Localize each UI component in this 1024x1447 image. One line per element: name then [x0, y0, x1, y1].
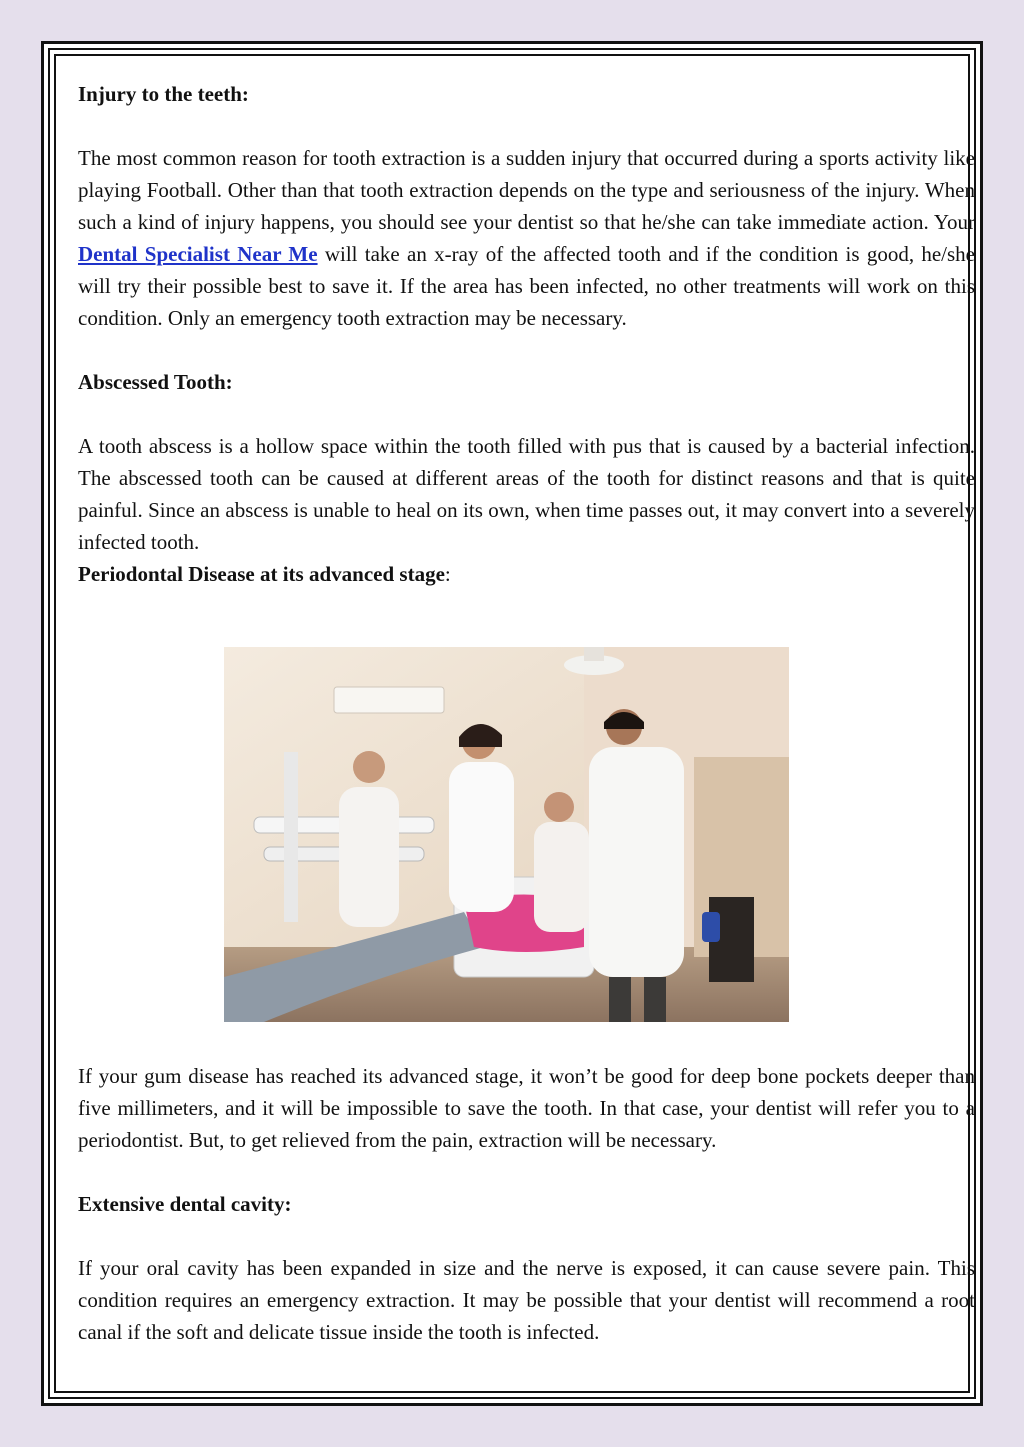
page-border-middle — [48, 48, 976, 1399]
document-content-lower — [78, 1060, 975, 1348]
heading-injury: Injury to the teeth: — [78, 82, 249, 106]
heading-abscess: Abscessed Tooth: — [78, 370, 233, 394]
document-content — [78, 78, 975, 590]
page-border — [41, 41, 983, 1406]
heading-periodontal: Periodontal Disease at its advanced stage: — [78, 562, 451, 586]
paragraph-abscess: A tooth abscess is a hollow space within the tooth filled with pus that is caused by a bacterial infection. The abscessed tooth can be caused at different areas of the tooth for distinct reasons and that is quite painful. Since an abscess is unable to heal on its own, when time passes out, it may convert into a severely infected tooth. — [78, 434, 975, 554]
page-border-inner — [54, 54, 975, 1393]
paragraph-cavity: If your oral cavity has been expanded in size and the nerve is exposed, it can cause severe pain. This condition requires an emergency extraction. It may be possible that your dentist will recommend a root canal if the soft and delicate tissue inside the tooth is infected. — [78, 1256, 975, 1344]
heading-cavity: Extensive dental cavity: — [78, 1192, 292, 1216]
paragraph-injury: The most common reason for tooth extraction is a sudden injury that occurred during a sports activity like playing Football. Other than that tooth extraction depends on the type and seriousness of the injury. When such a kind of injury happens, you should see your dentist so that he/she can take immediate action. Your Dental Specialist Near Me will take an x-ray of the affected tooth and if the condition is good, he/she will try their possible best to save it. If the area has been infected, no other treatments will work on this condition. Only an emergency tooth extraction may be necessary. — [78, 146, 975, 330]
dental-specialist-link[interactable]: Dental Specialist Near Me — [78, 242, 318, 266]
dental-clinic-photo — [224, 647, 789, 1022]
paragraph-periodontal: If your gum disease has reached its advanced stage, it won’t be good for deep bone pockets deeper than five millimeters, and it will be impossible to save the tooth. In that case, your dentist will refer you to a periodontist. But, to get relieved from the pain, extraction will be necessary. — [78, 1064, 975, 1152]
